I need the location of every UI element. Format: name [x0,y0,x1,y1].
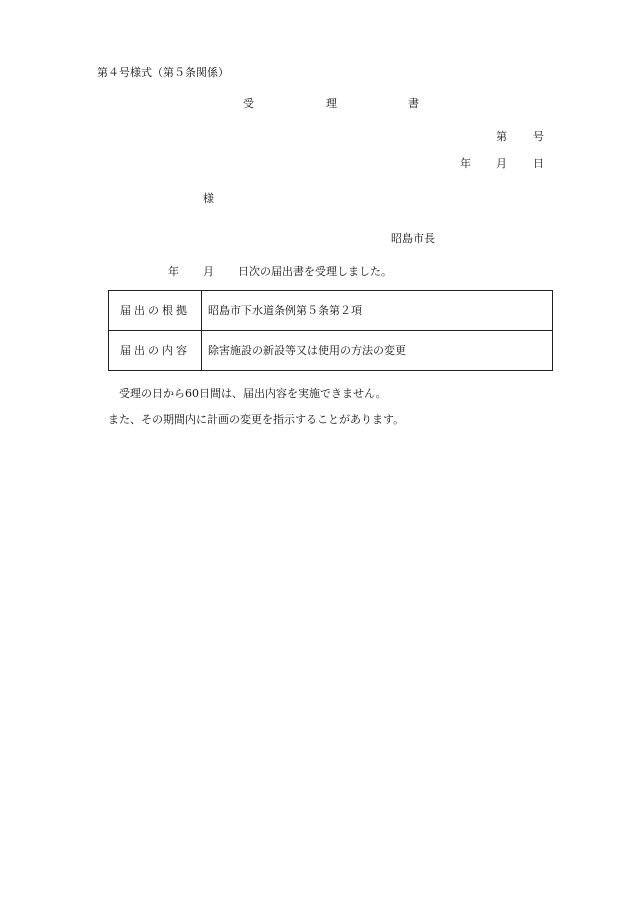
date-day-label: 日 [533,157,544,170]
received-year-label: 年 [168,265,179,278]
table-row [109,331,553,371]
addressee-honorific: 様 [203,192,214,205]
received-statement: 日次の届出書を受理しました。 [238,265,392,278]
basis-label: 届出の根拠 [109,291,202,331]
form-number: 第４号様式（第５条関係） [97,66,229,79]
note-plan-change: また、その期間内に計画の変更を指示することがあります。 [108,413,405,426]
received-month-label: 月 [203,265,214,278]
date-month-label: 月 [496,157,507,170]
document-title-char-2: 理 [326,97,337,110]
document-title-char-3: 書 [408,97,419,110]
basis-value: 昭島市下水道条例第５条第２項 [202,291,553,331]
date-year-label: 年 [460,157,471,170]
content-value: 除害施設の新設等又は使用の方法の変更 [202,331,553,371]
document-title-char-1: 受 [243,97,254,110]
number-label-suffix: 号 [533,130,544,143]
issuer-name: 昭島市長 [391,232,435,245]
number-label-prefix: 第 [496,130,507,143]
note-waiting-period: 受理の日から60日間は、届出内容を実施できません。 [119,387,387,400]
table-row [109,291,553,331]
notification-info-table [108,290,553,371]
content-label: 届出の内容 [109,331,202,371]
